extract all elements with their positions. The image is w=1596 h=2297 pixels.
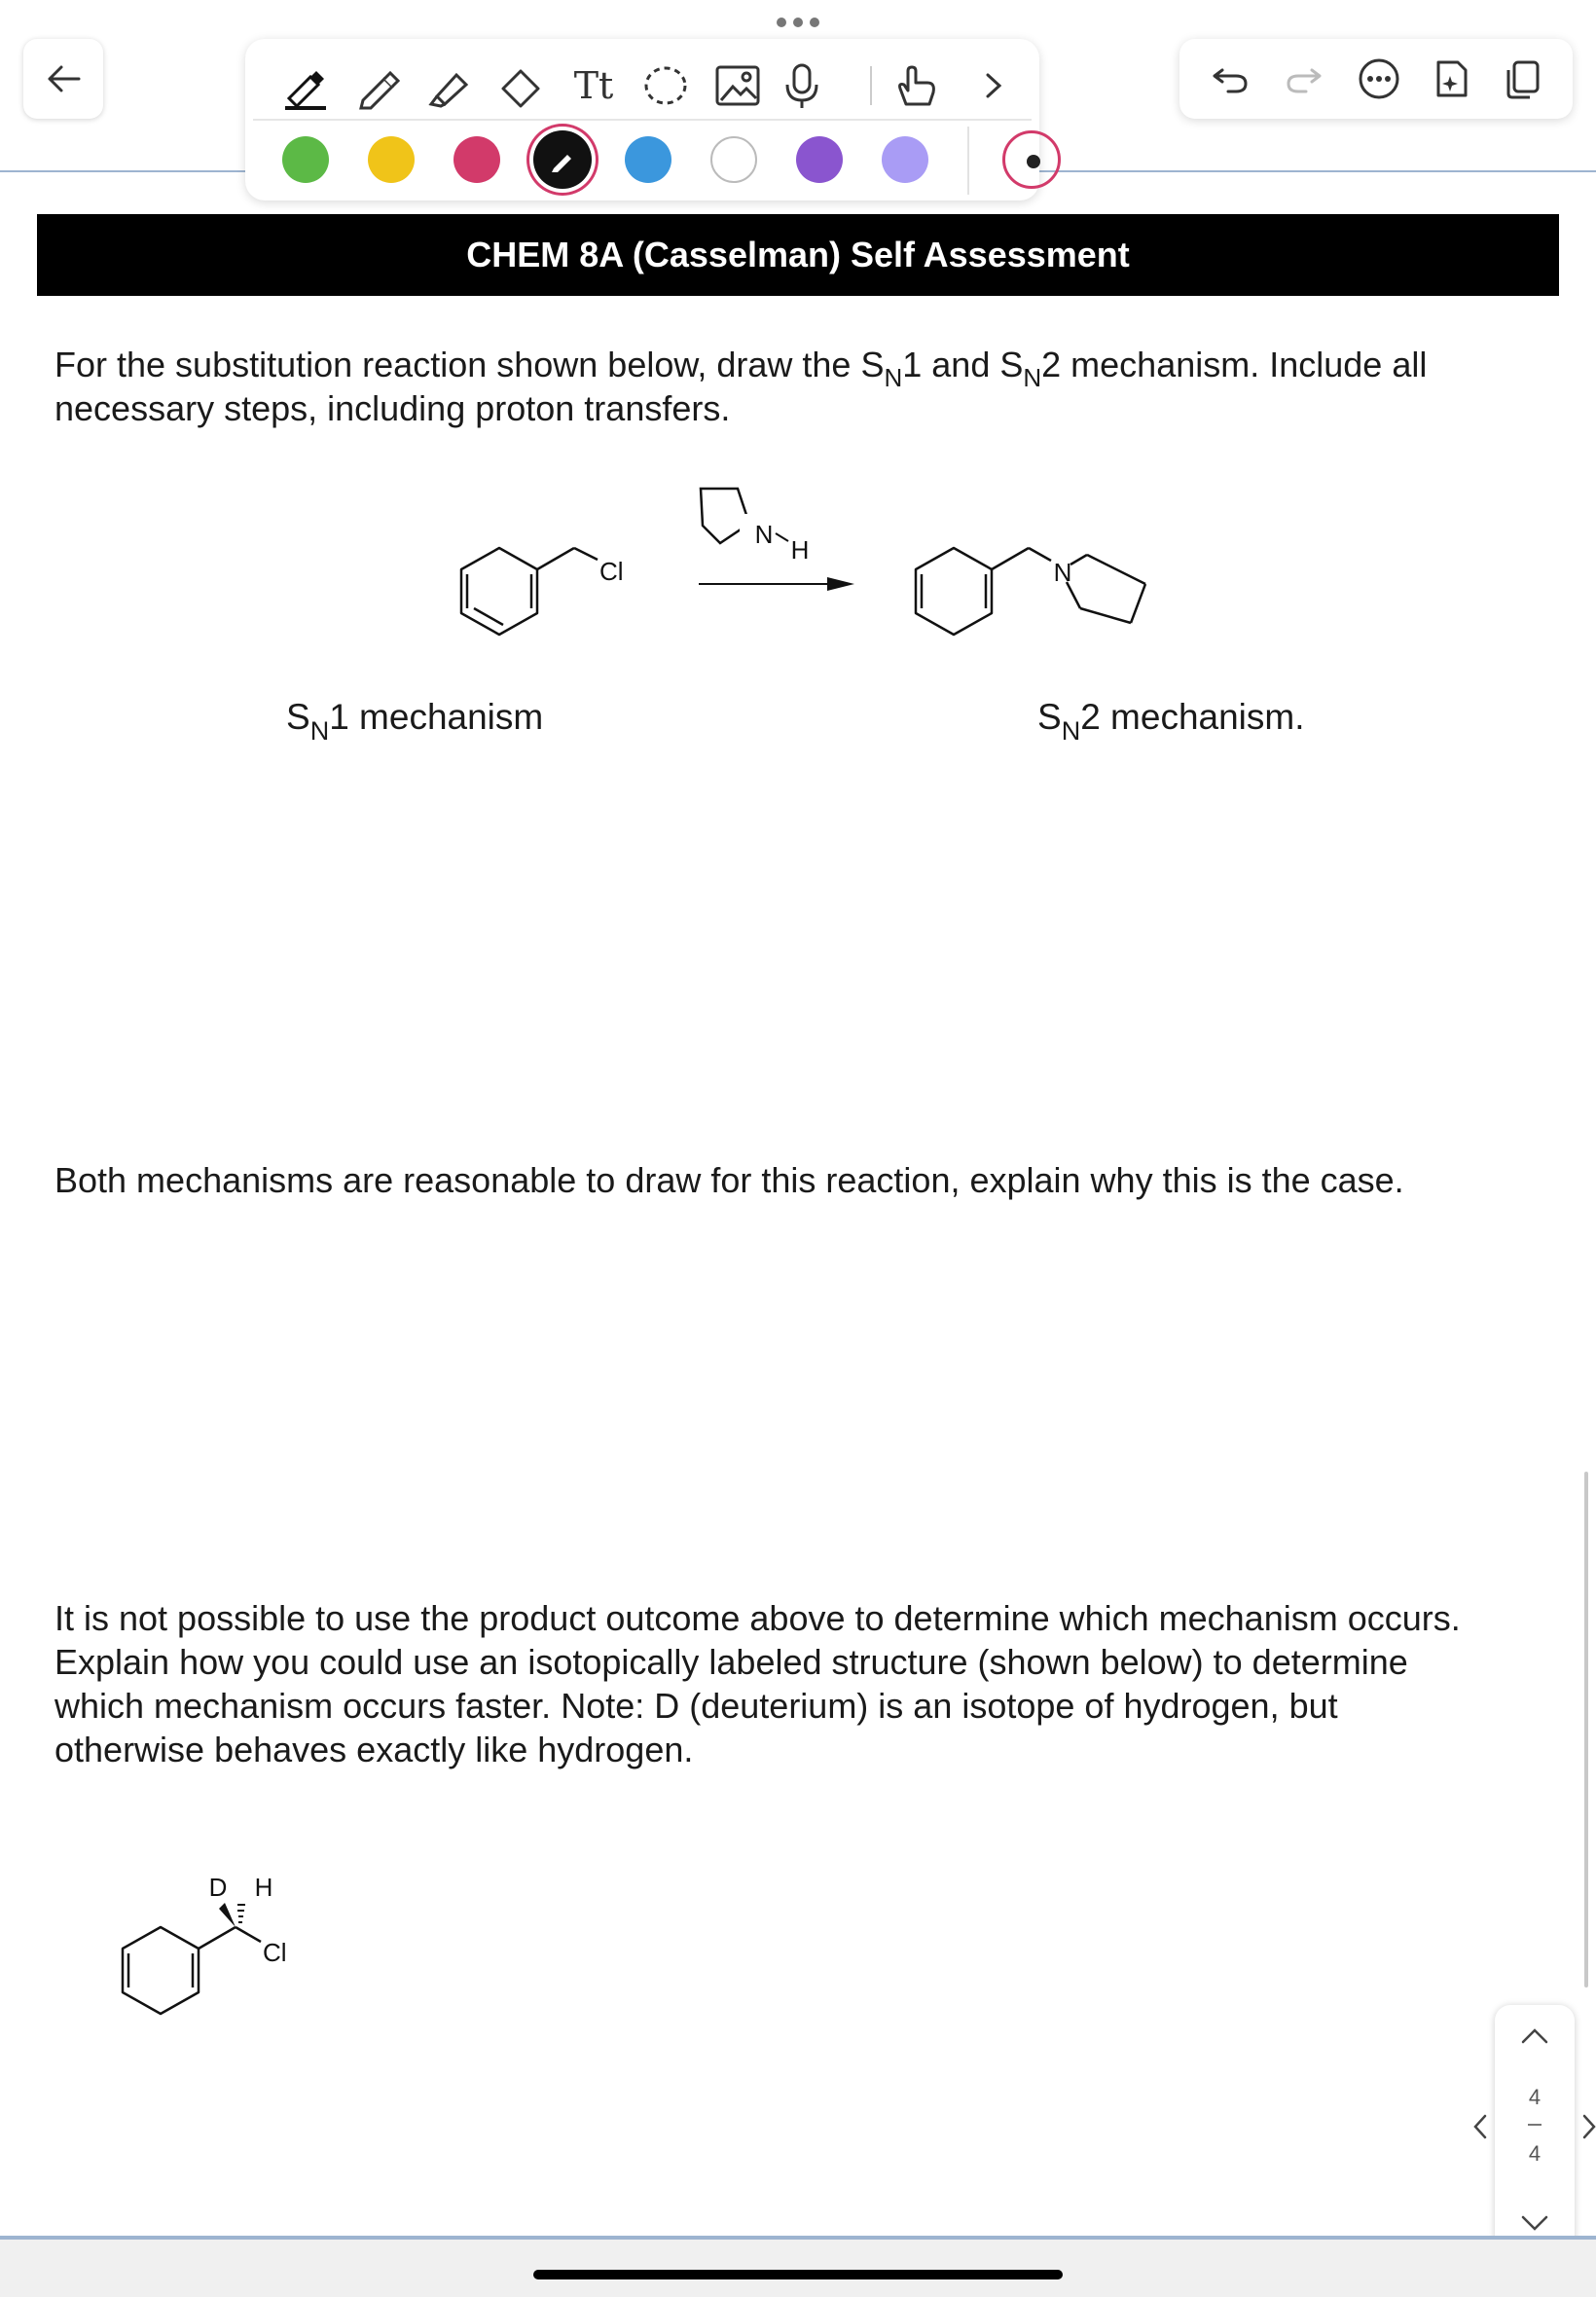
toolbar-vertical-separator (967, 127, 969, 195)
more-dots-icon[interactable] (775, 16, 821, 29)
pen-icon (353, 61, 402, 110)
product-benzylpyrrolidine (916, 548, 1145, 635)
reaction-scheme (428, 457, 1168, 652)
more-circle-icon (1357, 56, 1401, 101)
page-title-banner: CHEM 8A (Casselman) Self Assessment (37, 214, 1559, 296)
atom-h-reagent: H (790, 535, 810, 565)
current-page-number: 4 (1528, 2085, 1542, 2109)
copy-icon (1501, 56, 1545, 101)
highlighter-icon (425, 61, 474, 110)
drawing-toolbar (245, 39, 1039, 201)
toolbar-separator (253, 119, 1032, 121)
microphone-icon (778, 61, 826, 110)
undo-button[interactable] (1205, 53, 1257, 105)
question-3-line-1: It is not possible to use the product outcome above to determine which mechanism occurs. (54, 1598, 1461, 1638)
history-toolbar (1179, 39, 1573, 119)
question-1-line-2: necessary steps, including proton transfers. (54, 388, 731, 428)
question-3-line-3: which mechanism occurs faster. Note: D (deuterium) is an isotope of hydrogen, but (54, 1686, 1338, 1726)
redo-icon (1281, 56, 1325, 101)
back-button[interactable] (23, 39, 103, 119)
question-3-line-4: otherwise behaves exactly like hydrogen. (54, 1730, 694, 1769)
toolbar-expand-button[interactable] (965, 58, 1020, 113)
atom-h: H (254, 1873, 273, 1902)
page-number-divider (1528, 2124, 1542, 2126)
chevron-right-icon[interactable] (1580, 2114, 1596, 2139)
scrollbar[interactable] (1584, 1472, 1588, 1987)
toolbar-divider (870, 66, 872, 105)
color-purple[interactable] (796, 136, 843, 183)
reactant-benzyl-chloride (461, 548, 598, 635)
total-page-count: 4 (1528, 2141, 1542, 2166)
page-gap (0, 2240, 1596, 2297)
atom-n-reagent: N (754, 520, 774, 549)
reaction-arrow-head (827, 577, 854, 591)
eraser-tool[interactable] (494, 58, 549, 113)
arrow-left-icon (46, 64, 81, 93)
lasso-icon (641, 61, 690, 110)
stroke-size-selector[interactable] (1002, 130, 1061, 189)
chevron-down-icon[interactable] (1519, 2211, 1550, 2235)
gesture-tool[interactable] (889, 58, 944, 113)
microphone-tool[interactable] (775, 58, 829, 113)
question-3-line-2: Explain how you could use an isotopically labeled structure (shown below) to determine (54, 1642, 1408, 1682)
atom-cl: Cl (599, 557, 624, 586)
page-navigator (1495, 2005, 1575, 2260)
more-options-button[interactable] (1353, 53, 1405, 105)
ai-assist-button[interactable] (1425, 53, 1477, 105)
color-white[interactable] (710, 136, 757, 183)
color-lavender[interactable] (882, 136, 928, 183)
lasso-tool[interactable] (638, 58, 693, 113)
atom-n-product: N (1053, 558, 1072, 587)
image-tool[interactable] (710, 58, 765, 113)
nh-bond (776, 533, 788, 541)
color-yellow[interactable] (368, 136, 415, 183)
fountain-pen-icon (281, 61, 330, 110)
atom-d: D (208, 1873, 228, 1902)
chevron-left-icon[interactable] (1471, 2114, 1489, 2139)
chevron-up-icon[interactable] (1519, 2024, 1550, 2048)
question-1 (54, 343, 1553, 430)
hashed-bond-h (237, 1905, 245, 1922)
fountain-pen-tool[interactable] (278, 58, 333, 113)
color-green[interactable] (282, 136, 329, 183)
hand-pointer-icon (892, 61, 941, 110)
eraser-icon (497, 61, 546, 110)
wedge-bond-d (219, 1903, 236, 1927)
image-icon (713, 61, 762, 110)
question-3 (54, 1596, 1553, 1771)
color-black-selected[interactable] (533, 130, 592, 189)
copy-page-button[interactable] (1497, 53, 1549, 105)
undo-icon (1209, 56, 1253, 101)
highlighter-tool[interactable] (422, 58, 477, 113)
pencil-edit-icon (548, 145, 577, 174)
sparkle-document-icon (1429, 56, 1473, 101)
color-red[interactable] (453, 136, 500, 183)
pen-tool[interactable] (350, 58, 405, 113)
text-tool[interactable]: Tt (573, 64, 614, 107)
question-1-line-1: For the substitution reaction shown below, draw the $S_N1$ and $S_N2$ mechanism. Include all (54, 345, 1428, 392)
sn2-mechanism-label: $S_N2$ mechanism. (1037, 697, 1305, 746)
question-2: Both mechanisms are reasonable to draw for this reaction, explain why this is the case. (54, 1160, 1404, 1200)
labeled-benzyl-chloride (107, 1844, 341, 2020)
home-indicator[interactable] (533, 2270, 1063, 2279)
color-blue[interactable] (625, 136, 671, 183)
sn1-mechanism-label: $S_N1$ mechanism (286, 697, 544, 746)
redo-button[interactable] (1277, 53, 1329, 105)
chevron-right-icon (968, 61, 1017, 110)
atom-cl: Cl (263, 1938, 287, 1967)
